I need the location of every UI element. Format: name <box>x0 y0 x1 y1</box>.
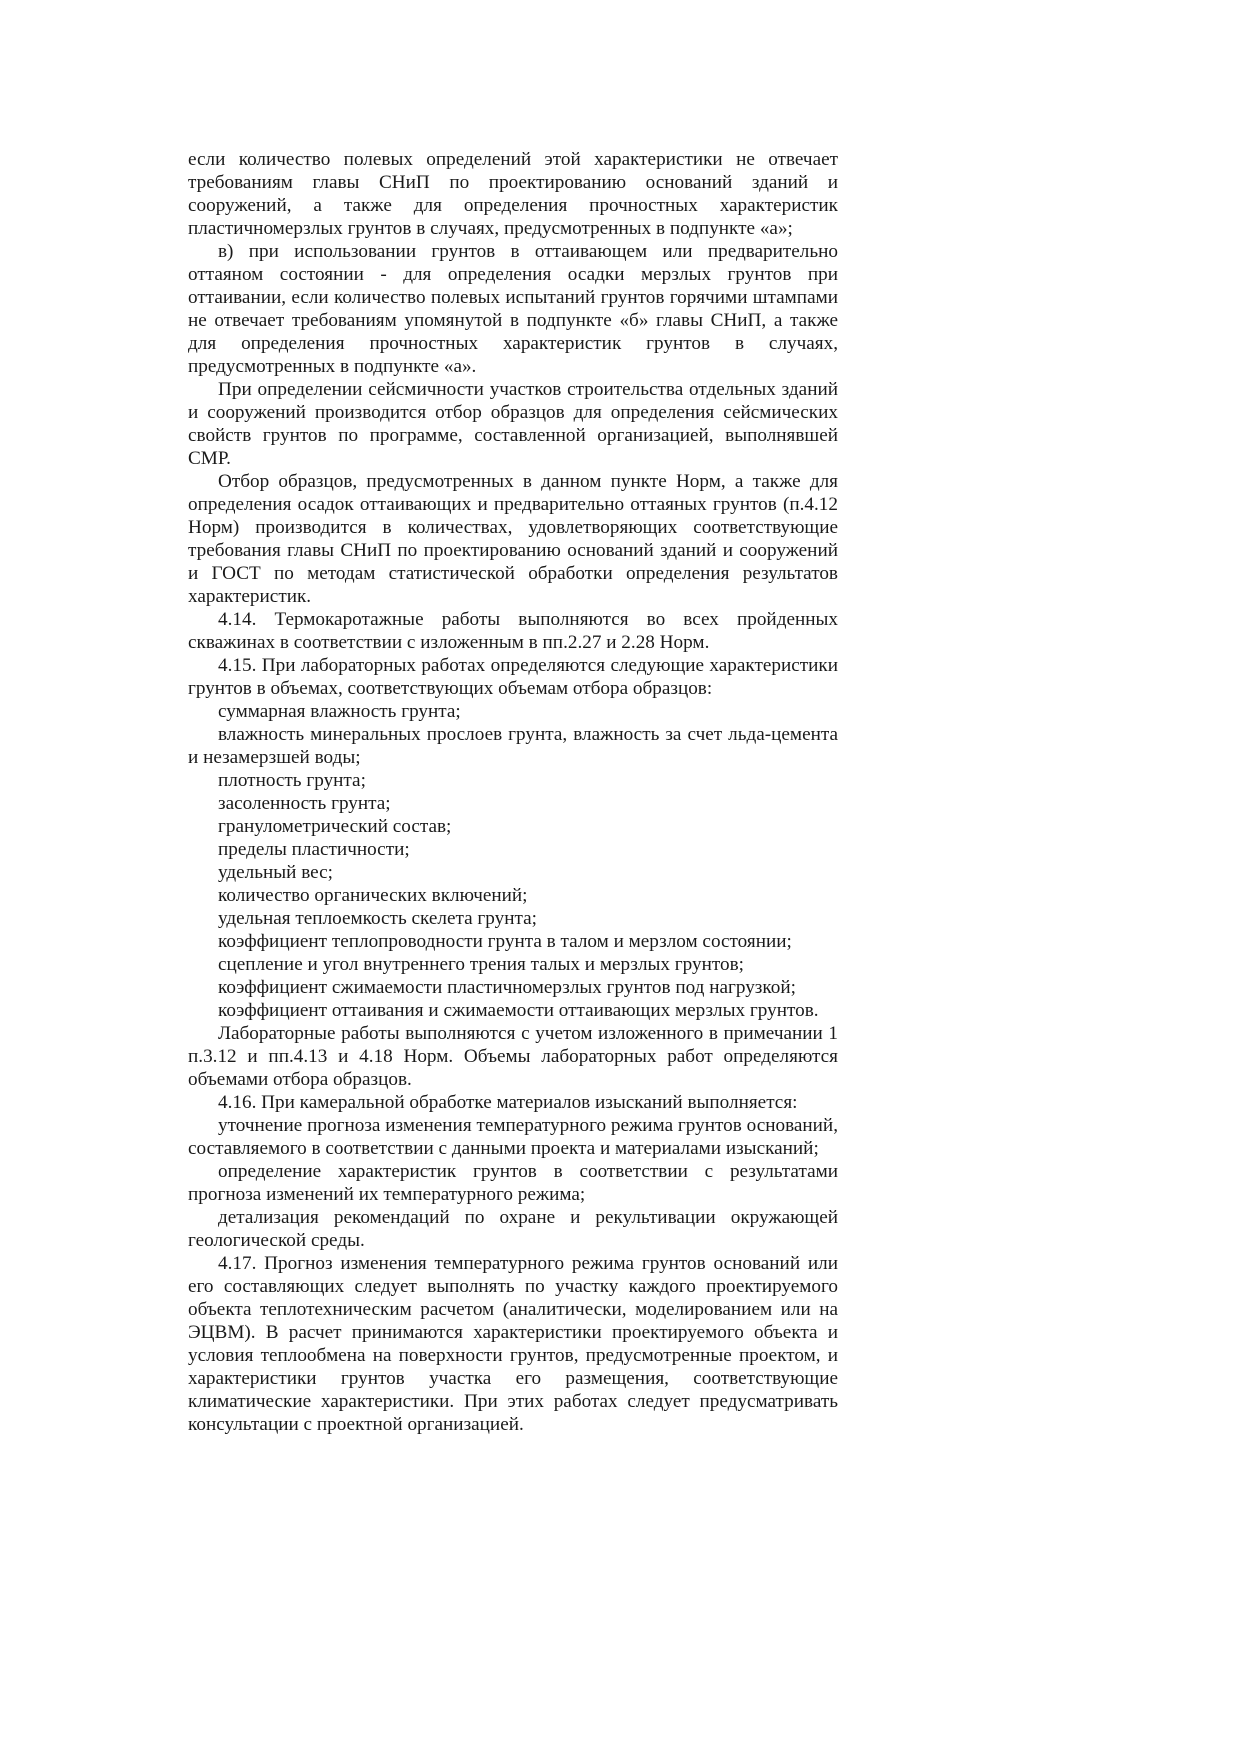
list-item: детализация рекомендаций по охране и рекультивации окружающей геологической среды. <box>188 1207 838 1251</box>
paragraph-lab-works: Лабораторные работы выполняются с учетом изложенного в примечании 1 п.3.12 и пп.4.13 и 4.18 Норм. Объемы лабораторных работ определяются объемами отбора образцов. <box>188 1023 838 1090</box>
list-item: определение характеристик грунтов в соответствии с результатами прогноза изменений их температурного режима; <box>188 1161 838 1205</box>
list-item: пределы пластичности; <box>218 839 410 860</box>
paragraph-sampling: Отбор образцов, предусмотренных в данном пункте Норм, а также для определения осадок оттаивающих и предварительно оттаяных грунтов (п.4.12 Норм) производится в количествах, удовлетворяющих соответствующие требования главы СНиП по проектированию оснований зданий и сооружений и ГОСТ по методам статистической обработки определения результатов характеристик. <box>188 471 838 607</box>
paragraph-4-15: 4.15. При лабораторных работах определяются следующие характеристики грунтов в объемах, соответствующих объемам отбора образцов: <box>188 655 838 699</box>
list-item: уточнение прогноза изменения температурного режима грунтов оснований, составляемого в соответствии с данными проекта и материалами изысканий; <box>188 1115 838 1159</box>
paragraph-4-14: 4.14. Термокаротажные работы выполняются во всех пройденных скважинах в соответствии с изложенным в пп.2.27 и 2.28 Норм. <box>188 609 838 653</box>
list-item: удельный вес; <box>218 862 334 883</box>
list-item: сцепление и угол внутреннего трения талых и мерзлых грунтов; <box>218 954 744 975</box>
list-item: засоленность грунта; <box>218 793 391 814</box>
paragraph-4-16: 4.16. При камеральной обработке материалов изысканий выполняется: <box>218 1092 798 1113</box>
paragraph-item-v: в) при использовании грунтов в оттаивающем или предварительно оттаяном состоянии - для определения осадки мерзлых грунтов при оттаивании, если количество полевых испытаний грунтов горячими штампами не отвечает требованиям упомянутой в подпункте «б» главы СНиП, а также для определения прочностных характеристик грунтов в случаях, предусмотренных в подпункте «а». <box>188 241 838 377</box>
paragraph-seismic: При определении сейсмичности участков строительства отдельных зданий и сооружений производится отбор образцов для определения сейсмических свойств грунтов по программе, составленной организацией, выполнявшей СМР. <box>188 379 838 469</box>
list-item: удельная теплоемкость скелета грунта; <box>218 908 537 929</box>
paragraph-4-17: 4.17. Прогноз изменения температурного режима грунтов оснований или его составляющих следует выполнять по участку каждого проектируемого объекта теплотехническим расчетом (аналитически, моделированием или на ЭЦВМ). В расчет принимаются характеристики проектируемого объекта и условия теплообмена на поверхности грунтов, предусмотренные проектом, и характеристики грунтов участка его размещения, соответствующие климатические характеристики. При этих работах следует предусматривать консультации с проектной организацией. <box>188 1253 838 1435</box>
list-item: гранулометрический состав; <box>218 816 452 837</box>
document-page <box>188 148 838 1436</box>
list-item: коэффициент сжимаемости пластичномерзлых грунтов под нагрузкой; <box>218 977 796 998</box>
list-item: суммарная влажность грунта; <box>218 701 461 722</box>
paragraph-continuation: если количество полевых определений этой характеристики не отвечает требованиям главы СНиП по проектированию оснований зданий и сооружений, а также для определения прочностных характеристик пластичномерзлых грунтов в случаях, предусмотренных в подпункте «а»; <box>188 149 838 239</box>
list-item: плотность грунта; <box>218 770 366 791</box>
list-item: влажность минеральных прослоев грунта, влажность за счет льда-цемента и незамерзшей воды; <box>188 724 838 768</box>
list-item: коэффициент теплопроводности грунта в талом и мерзлом состоянии; <box>218 931 792 952</box>
list-item: количество органических включений; <box>218 885 528 906</box>
list-item: коэффициент оттаивания и сжимаемости оттаивающих мерзлых грунтов. <box>218 1000 819 1021</box>
